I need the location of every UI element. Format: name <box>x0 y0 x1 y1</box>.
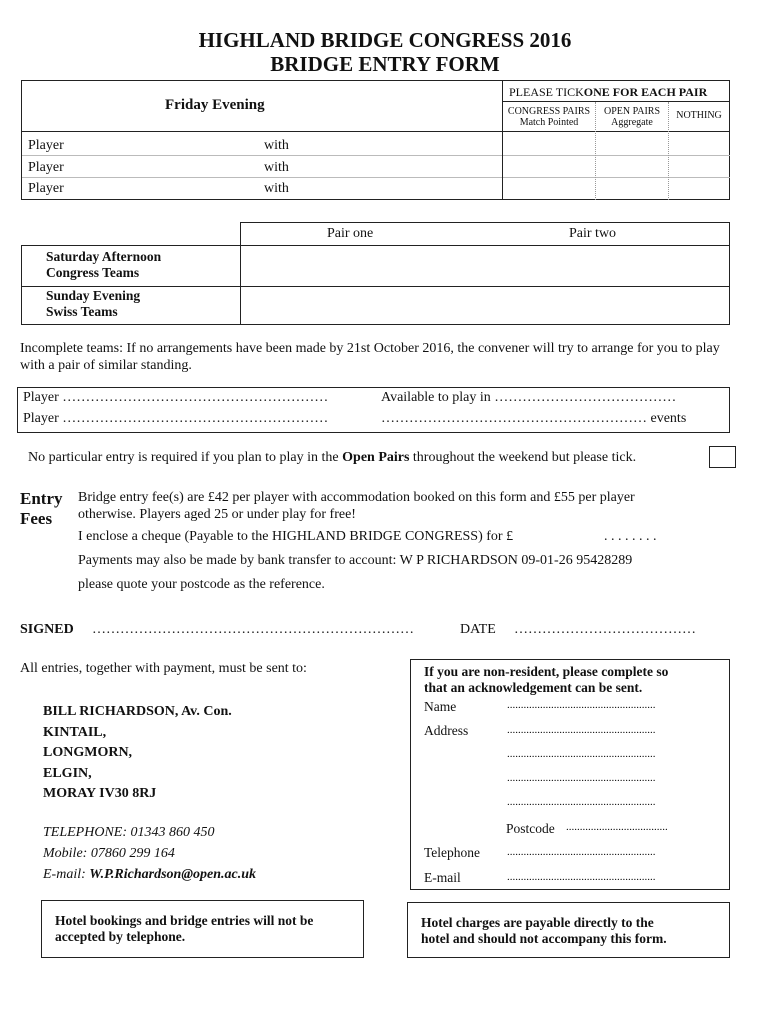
cheque-line: I enclose a cheque (Payable to the HIGHLAND BRIDGE CONGRESS) for £ <box>78 529 514 544</box>
telephone-note: Hotel bookings and bridge entries will not be accepted by telephone. <box>55 913 314 944</box>
postal-address: BILL RICHARDSON, Av. Con. KINTAIL, LONGMORN, ELGIN, MORAY IV30 8RJ <box>43 704 232 801</box>
non-resident-heading: If you are non-resident, please complete so that an acknowledgement can be sent. <box>424 664 669 695</box>
friday-row-1-player: Player <box>28 138 64 153</box>
telephone: TELEPHONE: 01343 860 450 <box>43 825 215 840</box>
name-label: Name <box>424 699 457 714</box>
address-label: Address <box>424 723 469 738</box>
availability-events[interactable]: ………………………………………………… events <box>381 411 687 426</box>
address-field-4[interactable]: ...................................................... <box>507 796 656 808</box>
availability-player-2[interactable]: Player ………………………………………………… <box>23 411 329 426</box>
pair-one-label: Pair one <box>327 226 374 241</box>
teams-header <box>240 222 730 246</box>
email-label: E-mail <box>424 870 461 885</box>
entry-fees-label: Entry Fees <box>20 489 63 528</box>
postcode-label: Postcode <box>506 821 555 836</box>
friday-row-2-with: with <box>264 160 289 175</box>
congress-pairs-tick-cells[interactable] <box>503 132 595 200</box>
availability-player-1[interactable]: Player ………………………………………………… <box>23 390 329 405</box>
date-label: DATE <box>460 622 496 637</box>
saturday-teams-label: Saturday Afternoon Congress Teams <box>46 249 162 280</box>
sunday-teams-label: Sunday Evening Swiss Teams <box>46 288 141 319</box>
available-to-play-in[interactable]: Available to play in ………………………………… <box>381 390 677 405</box>
page-title: HIGHLAND BRIDGE CONGRESS 2016 <box>198 28 572 52</box>
entries-intro: All entries, together with payment, must be sent to: <box>20 661 307 676</box>
hotel-charges-note: Hotel charges are payable directly to the hotel and should not accompany this form. <box>421 915 667 946</box>
open-pairs-tick-cells[interactable] <box>596 132 668 200</box>
friday-heading: Friday Evening <box>165 97 265 113</box>
signed-label: SIGNED <box>20 622 74 637</box>
postcode-field[interactable]: ..................................... <box>566 821 668 833</box>
date-field[interactable]: ………………………………… <box>514 622 696 637</box>
col-congress-pairs: CONGRESS PAIRS Match Pointed <box>507 106 591 128</box>
open-pairs-note: No particular entry is required if you plan to play in the Open Pairs throughout the weekend but please tick. <box>28 450 637 465</box>
address-field-3[interactable]: ...................................................... <box>507 772 656 784</box>
nothing-tick-cells[interactable] <box>669 132 730 200</box>
friday-row-3-player: Player <box>28 181 64 196</box>
address-field-2[interactable]: ...................................................... <box>507 748 656 760</box>
signature-field[interactable]: …………………………………………………………… <box>92 622 414 637</box>
tick-instruction: PLEASE TICKONE FOR EACH PAIR <box>509 85 708 99</box>
cheque-amount-field[interactable]: . . . . . . . . <box>604 529 657 544</box>
open-pairs-tickbox[interactable] <box>709 446 736 468</box>
mobile: Mobile: 07860 299 164 <box>43 846 175 861</box>
friday-row-1-with: with <box>264 138 289 153</box>
email-field[interactable]: ...................................................... <box>507 871 656 883</box>
page-subtitle: BRIDGE ENTRY FORM <box>270 52 500 76</box>
entry-fee-text: Bridge entry fee(s) are £42 per player with accommodation booked on this form and £55 per player otherwise. Players aged 25 or under play for free! <box>78 490 635 522</box>
telephone-field[interactable]: ...................................................... <box>507 846 656 858</box>
address-field-1[interactable]: ...................................................... <box>507 724 656 736</box>
saturday-entry-field[interactable] <box>241 246 730 286</box>
bank-transfer-line: Payments may also be made by bank transfer to account: W P RICHARDSON 09-01-26 95428289 <box>78 553 633 568</box>
name-field[interactable]: ...................................................... <box>507 699 656 711</box>
col-nothing: NOTHING <box>676 110 722 121</box>
email: E-mail: W.P.Richardson@open.ac.uk <box>43 867 256 882</box>
telephone-label: Telephone <box>424 845 481 860</box>
sunday-entry-field[interactable] <box>241 287 730 325</box>
friday-row-2-player: Player <box>28 160 64 175</box>
pair-two-label: Pair two <box>569 226 617 241</box>
col-open-pairs: OPEN PAIRS Aggregate <box>603 106 661 128</box>
incomplete-teams-note: Incomplete teams: If no arrangements have been made by 21st October 2016, the convener will try to arrange for you to play with a pair of similar standing. <box>20 341 720 373</box>
postcode-reference-line: please quote your postcode as the reference. <box>78 577 325 592</box>
friday-row-3-with: with <box>264 181 289 196</box>
